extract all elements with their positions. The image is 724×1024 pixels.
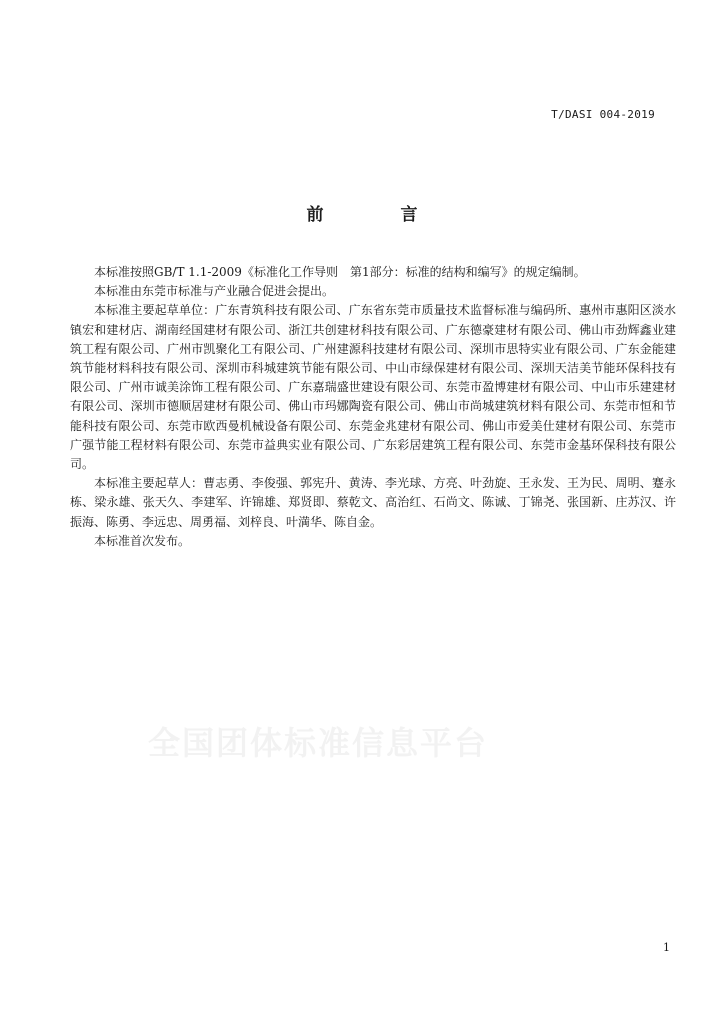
standard-code: T/DASI 004-2019	[551, 108, 655, 121]
foreword-body	[70, 263, 676, 551]
watermark: 全国团体标准信息平台	[148, 724, 489, 762]
paragraph-drafters: 本标准主要起草人：曹志勇、李俊强、郭宪升、黄涛、李光球、方亮、叶劲旋、王永发、王为民、周明、蹇永栋、梁永雄、张天久、李建军、许锦雄、郑贤即、蔡乾文、高治红、石尚文、陈诚、丁锦尧、张国新、庄苏汉、许振海、陈勇、李远忠、周勇福、刘梓良、叶満华、陈自金。	[70, 476, 676, 529]
paragraph-compilation-basis: 本标准按照GB/T 1.1-2009《标准化工作导则 第1部分：标准的结构和编写》的规定编制。	[94, 265, 586, 279]
page-title: 前 言	[306, 205, 448, 225]
paragraph-drafting-units: 本标准主要起草单位：广东青筑科技有限公司、广东省东莞市质量技术监督标准与编码所、惠州市惠阳区淡水镇宏和建材店、湖南经国建材有限公司、浙江共创建材科技有限公司、广东德豪建材有限公司、佛山市劲辉鑫业建筑工程有限公司、广州市凯聚化工有限公司、广州建源科技建材有限公司、深圳市思特实业有限公司、广东金能建筑节能材料科技有限公司、深圳市科城建筑节能有限公司、中山市绿保建材有限公司、深圳天洁美节能环保科技有限公司、广州市诚美涂饰工程有限公司、广东嘉瑞盛世建设有限公司、东莞市盈博建材有限公司、中山市乐建建材有限公司、深圳市德顺居建材有限公司、佛山市玛娜陶瓷有限公司、佛山市尚城建筑材料有限公司、东莞市恒和节能科技有限公司、东莞市欧西曼机械设备有限公司、东莞金兆建材有限公司、佛山市爱美仕建材有限公司、东莞市广强节能工程材料有限公司、东莞市益典实业有限公司、广东彩居建筑工程有限公司、东莞市金基环保科技有限公司。	[70, 303, 676, 472]
paragraph-first-release: 本标准首次发布。	[94, 533, 191, 548]
paragraph-proposer: 本标准由东莞市标准与产业融合促进会提出。	[94, 284, 335, 299]
page-number: 1	[663, 941, 670, 954]
